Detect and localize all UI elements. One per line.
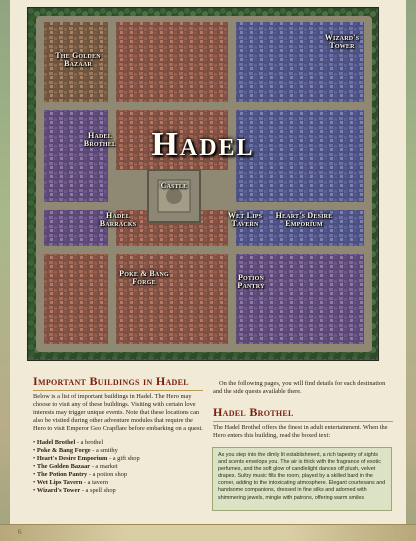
map-title: Hadel (151, 126, 255, 163)
building-desc: - a brothel (75, 439, 104, 446)
list-item (33, 439, 203, 447)
page-footer-band (0, 524, 416, 541)
map-label-wet-lips-tavern: Wet Lips Tavern (227, 211, 263, 229)
brothel-heading: Hadel Brothel (213, 405, 393, 422)
list-item (33, 447, 203, 455)
map-label-poke-bang-forge: Poke & Bang Forge (119, 269, 169, 287)
map-label-hadel-barracks: Hadel Barracks (99, 211, 137, 229)
list-item (33, 471, 203, 479)
building-desc: - a gift shop (107, 455, 140, 462)
important-buildings-heading: Important Buildings in Hadel (33, 374, 203, 391)
important-buildings-section (33, 374, 203, 495)
building-desc: - a spell shop (80, 487, 116, 494)
building-name: Wet Lips Tavern (36, 479, 83, 486)
brothel-section (213, 378, 393, 440)
list-item (33, 479, 203, 487)
building-desc: - a potion shop (87, 471, 128, 478)
list-item (33, 455, 203, 463)
building-name: The Golden Bazaar (36, 463, 91, 470)
building-name: Hadel Brothel (36, 439, 76, 446)
map-label-potion-pantry: Potion Pantry (237, 273, 265, 291)
page-border-right (406, 0, 416, 541)
building-name: Wizard's Tower (36, 487, 81, 494)
building-name: Poke & Bang Forge (36, 447, 91, 454)
map-label-golden-bazaar: The Golden Bazaar (55, 51, 101, 69)
list-item (33, 463, 203, 471)
page-border-left (0, 0, 10, 541)
boxed-read-aloud-text: As you step into the dimly lit establishment, a rich tapestry of sights and scents envelops you. The air is thick with the fragrance of exotic perfumes, and the soft glow of candlelight dances off plush, velvet drapes. Sultry music fills the room, played by a skilled bard in the corner, adding to the intoxicating atmosphere. Elegant courtesans and handsome companions, dressed in fine silks and adorned with shimmering jewels, mingle with patrons, offering warm smiles (212, 447, 392, 511)
building-desc: - a market (90, 463, 118, 470)
map-label-wizards-tower: Wizard's Tower (324, 33, 360, 51)
city-map (28, 8, 378, 360)
building-list (33, 439, 203, 495)
brothel-text: The Hadel Brothel offers the finest in adult entertainment. When the Hero enters this building, read the boxed text: (213, 424, 388, 439)
map-label-hadel-brothel: Hadel Brothel (83, 131, 117, 149)
building-desc: - a smithy (90, 447, 118, 454)
building-desc: - a tavern (82, 479, 109, 486)
building-name: The Potion Pantry (36, 471, 88, 478)
important-buildings-intro: Below is a list of important buildings in Hadel. The Hero may choose to visit any of these buildings. Visiting with certain love interests may trigger unique events. Note that these locations can also be visited during other adventure modules that require the Hero to visit Emperor Geo Crapflare before embarking on a quest. (33, 393, 203, 432)
page-number: 6 (18, 528, 22, 536)
list-item (33, 487, 203, 495)
building-name: Heart's Desire Emporium (36, 455, 108, 462)
map-label-hearts-desire-emporium: Heart's Desire Emporium (275, 211, 333, 229)
following-pages-text: On the following pages, you will find details for each destination and the side quests available there. (213, 380, 386, 395)
map-label-castle: Castle (160, 181, 188, 190)
